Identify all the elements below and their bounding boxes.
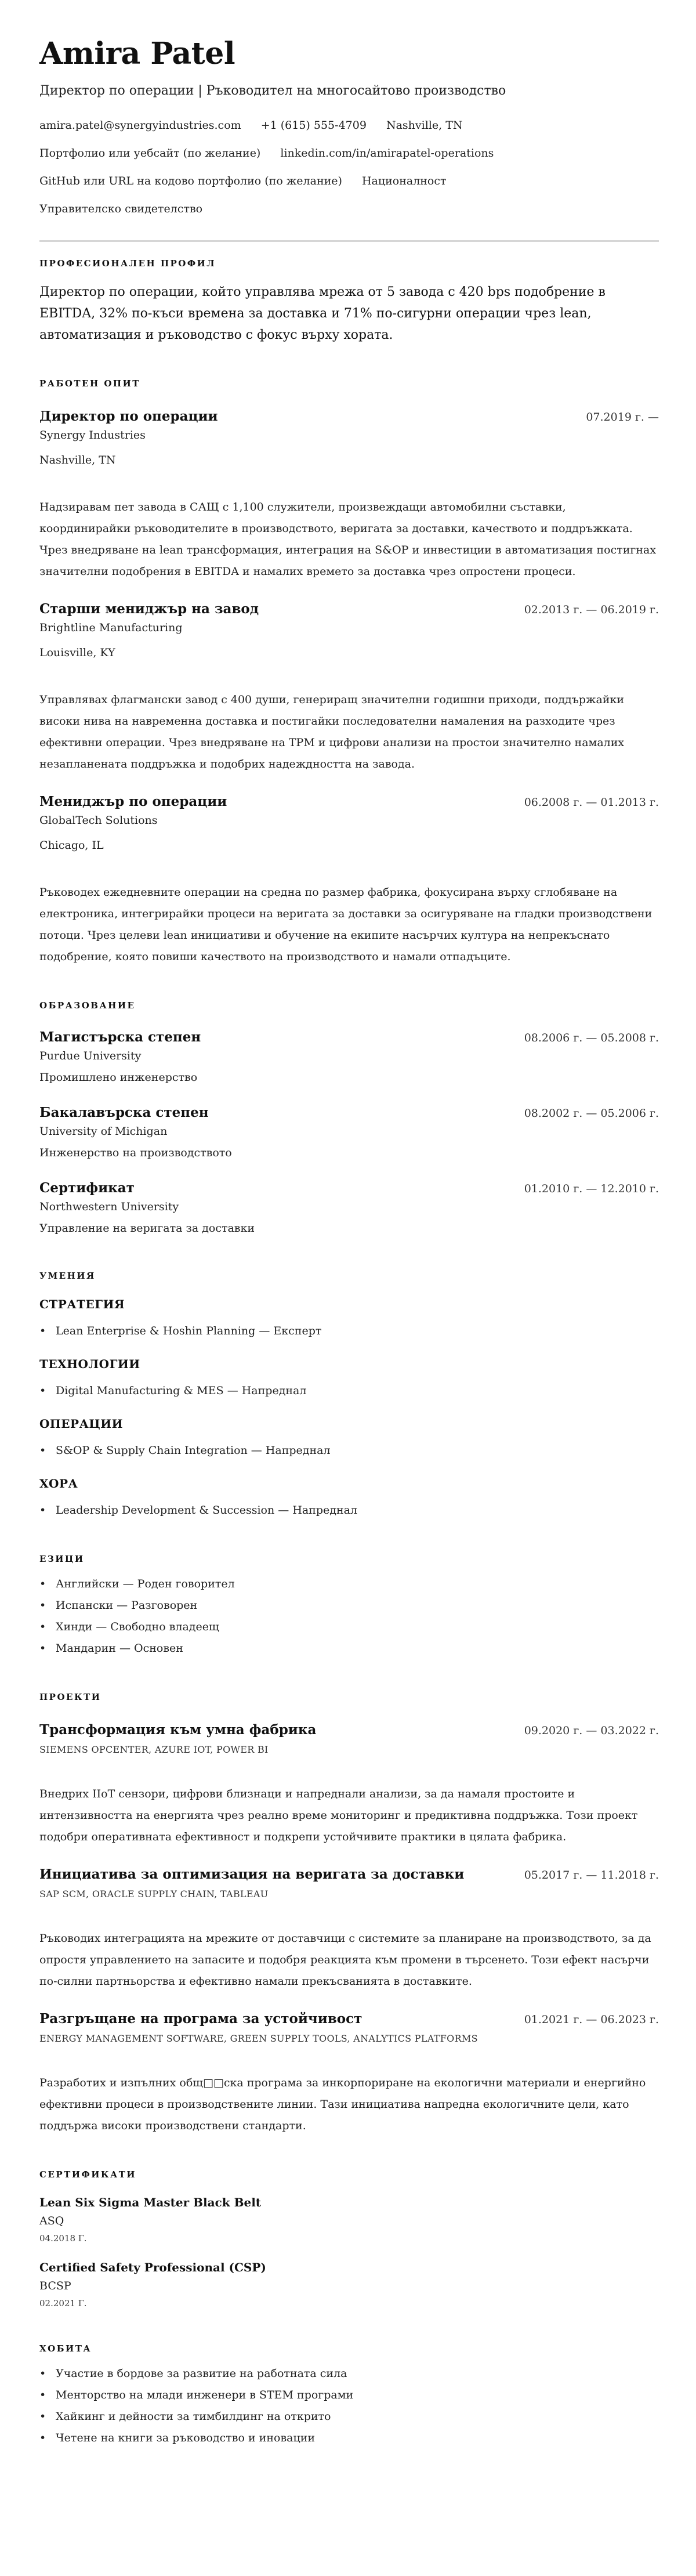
contact-row bbox=[39, 111, 659, 139]
list-item bbox=[39, 1638, 659, 1659]
job-title: Старши мениджър на завод bbox=[39, 601, 259, 617]
project-entry bbox=[39, 2010, 659, 2137]
resume-header bbox=[39, 36, 659, 223]
entry-header bbox=[39, 1179, 659, 1197]
certification-date: 04.2018 Г. bbox=[39, 2233, 87, 2244]
job-description: Надзиравам пет завода в САЩ с 1,100 служители, произвеждащи автомобилни съставки, координирайки ръководителите в производството, веригата за доставки, качеството и поддръжката. Чрез внедряване на lean трансформация, интеграция на S&OP и инвестиции в автоматизация постигнах значителни подобрения в EBITDA и намалих времето за доставка чрез опростени процеси. bbox=[39, 501, 657, 578]
project-title: Трансформация към умна фабрика bbox=[39, 1722, 317, 1738]
job-dates: 02.2013 г. — 06.2019 г. bbox=[524, 603, 659, 616]
location: Nashville, TN bbox=[386, 119, 463, 132]
bullet-icon: • bbox=[39, 2389, 46, 2401]
list-item bbox=[39, 2406, 659, 2427]
skill-category: СТРАТЕГИЯ bbox=[39, 1297, 125, 1311]
list-item-text: Хинди — Свободно владеещ bbox=[56, 1620, 219, 1633]
section-heading: ПРОФЕСИОНАЛЕН ПРОФИЛ bbox=[39, 258, 216, 269]
job-dates: 06.2008 г. — 01.2013 г. bbox=[524, 796, 659, 809]
projects-section bbox=[39, 1691, 659, 2137]
job-dates: 07.2019 г. — bbox=[586, 411, 659, 424]
certifications-section bbox=[39, 2168, 659, 2311]
field-of-study: Управление на веригата за доставки bbox=[39, 1222, 255, 1235]
entry-header bbox=[39, 600, 659, 618]
degree-title: Сертификат bbox=[39, 1180, 135, 1196]
bullet-icon: • bbox=[39, 1384, 46, 1397]
degree-title: Бакалавърска степен bbox=[39, 1105, 209, 1120]
certification-entry bbox=[39, 2194, 659, 2246]
list-item bbox=[39, 1573, 659, 1595]
section-heading: ХОБИТА bbox=[39, 2343, 92, 2354]
list-item bbox=[39, 1595, 659, 1616]
skill-list bbox=[39, 1440, 659, 1461]
certification-name: Lean Six Sigma Master Black Belt bbox=[39, 2195, 262, 2209]
project-technologies: SAP SCM, ORACLE SUPPLY CHAIN, TABLEAU bbox=[39, 1888, 269, 1900]
bullet-icon: • bbox=[39, 2367, 46, 2380]
list-item-text: Хайкинг и дейности за тимбилдинг на открито bbox=[56, 2410, 331, 2423]
education-entry bbox=[39, 1104, 659, 1163]
company-name: GlobalTech Solutions bbox=[39, 814, 158, 827]
institution-name: Purdue University bbox=[39, 1050, 142, 1062]
section-heading: РАБОТЕН ОПИТ bbox=[39, 378, 140, 389]
project-dates: 05.2017 г. — 11.2018 г. bbox=[524, 1869, 659, 1882]
list-item bbox=[39, 1500, 659, 1521]
project-title: Инициатива за оптимизация на веригата за доставки bbox=[39, 1866, 465, 1882]
skill-category: ОПЕРАЦИИ bbox=[39, 1417, 123, 1431]
profile-summary: Директор по операции, който управлява мрежа от 5 завода с 420 bps подобрение в EBITDA, 32% по-къси времена за доставка и 71% по-сигурни операции чрез lean, автоматизация и ръководство с фокус върху хората. bbox=[39, 285, 606, 342]
certification-name: Certified Safety Professional (CSP) bbox=[39, 2260, 266, 2274]
list-item bbox=[39, 1320, 659, 1342]
job-location: Nashville, TN bbox=[39, 454, 116, 466]
field-of-study: Инженерство на производството bbox=[39, 1146, 232, 1159]
list-item bbox=[39, 1616, 659, 1638]
list-item-text: Leadership Development & Succession — Напреднал bbox=[56, 1504, 358, 1517]
project-technologies: ENERGY MANAGEMENT SOFTWARE, GREEN SUPPLY TOOLS, ANALYTICS PLATFORMS bbox=[39, 2033, 478, 2044]
contact-row bbox=[39, 195, 659, 223]
skills-section bbox=[39, 1269, 659, 1521]
job-location: Louisville, KY bbox=[39, 646, 115, 659]
education-dates: 08.2002 г. — 05.2006 г. bbox=[524, 1107, 659, 1120]
github-link[interactable]: GitHub или URL на кодово портфолио (по желание) bbox=[39, 175, 342, 187]
section-heading: СЕРТИФИКАТИ bbox=[39, 2169, 137, 2180]
list-item-text: S&OP & Supply Chain Integration — Напреднал bbox=[56, 1444, 331, 1457]
certification-date: 02.2021 Г. bbox=[39, 2298, 87, 2309]
job-description: Ръководех ежедневните операции на средна по размер фабрика, фокусирана върху сглобяване на електроника, интегрирайки процеси на веригата за доставки за осигуряване на гладки производствени потоци. Чрез целеви lean инициативи и обучение на екипите насърчих култура на непрекъснато подобрение, която повиши качеството на производството и намали отпадъците. bbox=[39, 886, 652, 963]
list-item-text: Испански — Разговорен bbox=[56, 1599, 198, 1612]
skill-category: ТЕХНОЛОГИИ bbox=[39, 1357, 140, 1371]
hobbies-section bbox=[39, 2342, 659, 2449]
education-entry bbox=[39, 1179, 659, 1238]
list-item-text: Английски — Роден говорител bbox=[56, 1578, 235, 1590]
project-entry bbox=[39, 1865, 659, 1992]
project-dates: 09.2020 г. — 03.2022 г. bbox=[524, 1724, 659, 1737]
skill-category: ХОРА bbox=[39, 1477, 78, 1490]
institution-name: University of Michigan bbox=[39, 1125, 168, 1138]
project-title: Разгръщане на програма за устойчивост bbox=[39, 2011, 362, 2027]
skill-list bbox=[39, 1380, 659, 1402]
candidate-headline: Директор по операции | Ръководител на многосайтово производство bbox=[39, 84, 506, 98]
job-location: Chicago, IL bbox=[39, 839, 104, 852]
project-description: Внедрих IIoT сензори, цифрови близнаци и напреднали анализи, за да намаля простоите и интензивността на енергията чрез реално време мониторинг и предиктивна поддръжка. Този проект подобри оперативната ефективност и подкрепи устойчивите практики в цялата фабрика. bbox=[39, 1788, 638, 1843]
list-item-text: Четене на книги за ръководство и иновации bbox=[56, 2432, 316, 2444]
drivers-license: Управителско свидетелство bbox=[39, 202, 203, 215]
list-item-text: Digital Manufacturing & MES — Напреднал bbox=[56, 1384, 307, 1397]
list-item bbox=[39, 1380, 659, 1402]
bullet-icon: • bbox=[39, 1599, 46, 1612]
bullet-icon: • bbox=[39, 2410, 46, 2423]
entry-header bbox=[39, 407, 659, 426]
certification-entry bbox=[39, 2259, 659, 2311]
certification-issuer: BCSP bbox=[39, 2280, 71, 2292]
field-of-study: Промишлено инженерство bbox=[39, 1071, 198, 1084]
email-link[interactable]: amira.patel@synergyindustries.com bbox=[39, 119, 241, 132]
entry-header bbox=[39, 1721, 659, 1739]
experience-entry bbox=[39, 407, 659, 583]
bullet-icon: • bbox=[39, 1504, 46, 1517]
institution-name: Northwestern University bbox=[39, 1200, 179, 1213]
list-item-text: Мандарин — Основен bbox=[56, 1642, 183, 1655]
education-section bbox=[39, 999, 659, 1238]
education-dates: 08.2006 г. — 05.2008 г. bbox=[524, 1032, 659, 1044]
bullet-icon: • bbox=[39, 1325, 46, 1337]
entry-header bbox=[39, 1865, 659, 1884]
bullet-icon: • bbox=[39, 1620, 46, 1633]
experience-entry bbox=[39, 600, 659, 775]
education-entry bbox=[39, 1028, 659, 1087]
project-entry bbox=[39, 1721, 659, 1848]
contact-row bbox=[39, 167, 659, 195]
languages-section bbox=[39, 1553, 659, 1659]
list-item bbox=[39, 2363, 659, 2385]
list-item-text: Lean Enterprise & Hoshin Planning — Експерт bbox=[56, 1325, 322, 1337]
bullet-icon: • bbox=[39, 2432, 46, 2444]
entry-header bbox=[39, 1028, 659, 1047]
experience-entry bbox=[39, 793, 659, 968]
linkedin-link[interactable]: linkedin.com/in/amirapatel-operations bbox=[280, 147, 494, 160]
job-title: Директор по операции bbox=[39, 408, 218, 424]
skill-list bbox=[39, 1320, 659, 1342]
list-item bbox=[39, 1440, 659, 1461]
list-item-text: Менторство на млади инженери в STEM програми bbox=[56, 2389, 354, 2401]
list-item bbox=[39, 2427, 659, 2449]
hobbies-list bbox=[39, 2363, 659, 2449]
header-divider bbox=[39, 240, 659, 242]
contact-info bbox=[39, 111, 659, 223]
nationality: Националност bbox=[361, 175, 447, 187]
bullet-icon: • bbox=[39, 1578, 46, 1590]
company-name: Brightline Manufacturing bbox=[39, 621, 183, 634]
languages-list bbox=[39, 1573, 659, 1659]
certification-issuer: ASQ bbox=[39, 2215, 64, 2227]
skill-list bbox=[39, 1500, 659, 1521]
contact-row bbox=[39, 139, 659, 167]
section-heading: ОБРАЗОВАНИЕ bbox=[39, 1000, 136, 1011]
entry-header bbox=[39, 2010, 659, 2028]
education-dates: 01.2010 г. — 12.2010 г. bbox=[524, 1182, 659, 1195]
profile-section bbox=[39, 257, 659, 346]
project-dates: 01.2021 г. — 06.2023 г. bbox=[524, 2013, 659, 2026]
entry-header bbox=[39, 793, 659, 811]
bullet-icon: • bbox=[39, 1642, 46, 1655]
degree-title: Магистърска степен bbox=[39, 1029, 201, 1045]
bullet-icon: • bbox=[39, 1444, 46, 1457]
entry-header bbox=[39, 1104, 659, 1122]
job-title: Мениджър по операции bbox=[39, 794, 227, 809]
section-heading: ПРОЕКТИ bbox=[39, 1692, 102, 1702]
section-heading: ЕЗИЦИ bbox=[39, 1554, 85, 1564]
experience-section bbox=[39, 377, 659, 968]
list-item-text: Участие в бордове за развитие на работната сила bbox=[56, 2367, 347, 2380]
list-item bbox=[39, 2385, 659, 2406]
job-description: Управлявах флагмански завод с 400 души, генериращ значителни годишни приходи, поддържайки високи нива на навременна доставка и постигайки последователни намаления на разходите чрез ефективни операции. Чрез внедряване на TPM и цифрови анализи на простои значително намалих незапланената поддръжка и подобрих надеждността на завода. bbox=[39, 693, 625, 770]
project-description: Разработих и изпълних общ□□ска програма за инкорпориране на екологични материали и енергийно ефективни процеси в производствените линии. Тази инициатива напредна екологичните цели, като поддържа високи производствени стандарти. bbox=[39, 2076, 646, 2132]
portfolio-link[interactable]: Портфолио или уебсайт (по желание) bbox=[39, 147, 261, 160]
phone-number: +1 (615) 555-4709 bbox=[260, 119, 367, 132]
company-name: Synergy Industries bbox=[39, 429, 146, 442]
project-technologies: SIEMENS OPCENTER, AZURE IOT, POWER BI bbox=[39, 1744, 269, 1755]
section-heading: УМЕНИЯ bbox=[39, 1271, 96, 1281]
project-description: Ръководих интеграцията на мрежите от доставчици с системите за планиране на производството, за да опростя управлението на запасите и подобря реакцията към промени в търсенето. Този ефект насърчи по-силни партньорства и ефективно намали прекъсванията в доставките. bbox=[39, 1932, 651, 1988]
candidate-name: Amira Patel bbox=[39, 36, 235, 71]
